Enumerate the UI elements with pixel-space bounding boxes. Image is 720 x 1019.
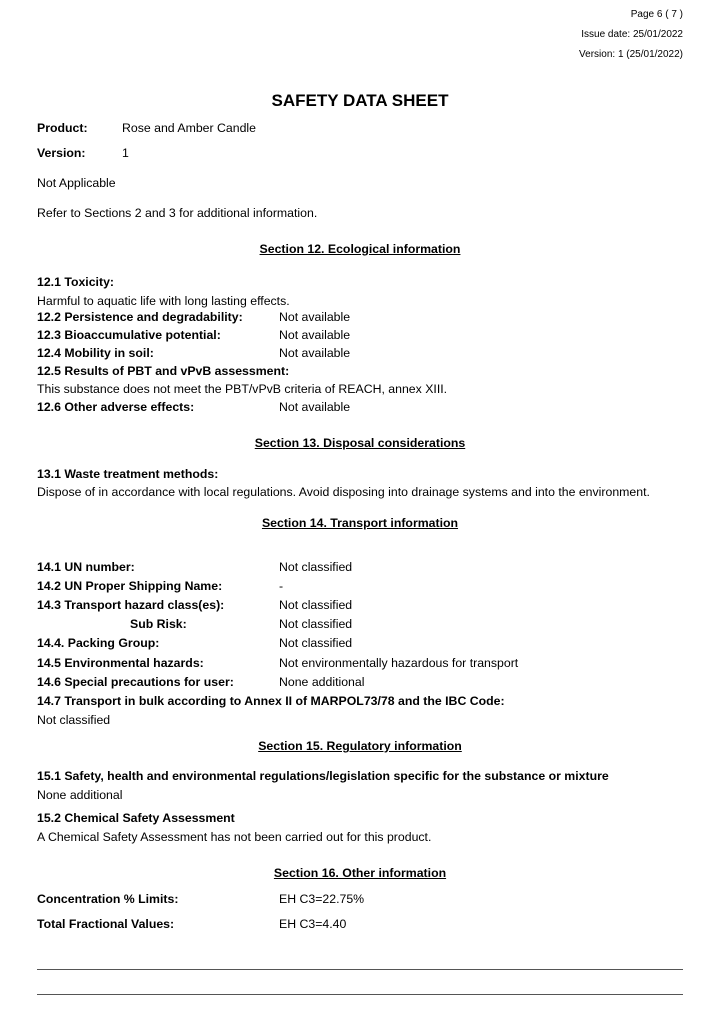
environmental-hazards-value: Not environmentally hazardous for transport xyxy=(279,656,519,670)
concentration-limits-label: Concentration % Limits: xyxy=(37,892,179,906)
pbt-label: 12.5 Results of PBT and vPvB assessment: xyxy=(37,364,290,378)
sub-risk-label: Sub Risk: xyxy=(130,617,187,631)
packing-group-value: Not classified xyxy=(279,636,353,650)
waste-text: Dispose of in accordance with local regulations. Avoid disposing into drainage systems and into the environment. xyxy=(37,485,650,499)
section-15-heading: Section 15. Regulatory information xyxy=(258,739,462,753)
bulk-transport-label: 14.7 Transport in bulk according to Annex II of MARPOL73/78 and the IBC Code: xyxy=(37,694,505,708)
document-title: SAFETY DATA SHEET xyxy=(271,91,449,110)
pbt-text: This substance does not meet the PBT/vPvB criteria of REACH, annex XIII. xyxy=(37,382,448,396)
csa-value: A Chemical Safety Assessment has not been carried out for this product. xyxy=(37,830,432,844)
not-applicable-text: Not Applicable xyxy=(37,176,116,190)
mobility-value: Not available xyxy=(279,346,351,360)
product-value: Rose and Amber Candle xyxy=(122,121,256,135)
product-label: Product: xyxy=(37,121,88,135)
section-13-heading: Section 13. Disposal considerations xyxy=(254,436,466,450)
other-effects-label: 12.6 Other adverse effects: xyxy=(37,400,195,414)
hazard-class-label: 14.3 Transport hazard class(es): xyxy=(37,598,225,612)
hazard-class-value: Not classified xyxy=(279,598,353,612)
refer-text: Refer to Sections 2 and 3 for additional information. xyxy=(37,206,318,220)
toxicity-text: Harmful to aquatic life with long lasting effects. xyxy=(37,294,290,308)
footer-divider-bottom xyxy=(37,994,683,995)
version-value: 1 xyxy=(122,146,129,160)
section-12-heading: Section 12. Ecological information xyxy=(259,242,461,256)
special-precautions-label: 14.6 Special precautions for user: xyxy=(37,675,234,689)
special-precautions-value: None additional xyxy=(279,675,365,689)
page-number: Page 6 ( 7 ) xyxy=(630,9,683,20)
issue-date: Issue date: 25/01/2022 xyxy=(581,29,683,40)
waste-label: 13.1 Waste treatment methods: xyxy=(37,467,219,481)
section-16-heading: Section 16. Other information xyxy=(273,866,447,880)
regulations-label: 15.1 Safety, health and environmental regulations/legislation specific for the substance or mixture xyxy=(37,769,609,783)
shipping-name-label: 14.2 UN Proper Shipping Name: xyxy=(37,579,223,593)
regulations-value: None additional xyxy=(37,788,123,802)
sub-risk-value: Not classified xyxy=(279,617,353,631)
un-number-label: 14.1 UN number: xyxy=(37,560,135,574)
section-14-heading: Section 14. Transport information xyxy=(261,516,459,530)
shipping-name-value: - xyxy=(279,579,284,593)
packing-group-label: 14.4. Packing Group: xyxy=(37,636,160,650)
csa-label: 15.2 Chemical Safety Assessment xyxy=(37,811,235,825)
bioaccumulative-label: 12.3 Bioaccumulative potential: xyxy=(37,328,221,342)
mobility-label: 12.4 Mobility in soil: xyxy=(37,346,154,360)
persistence-label: 12.2 Persistence and degradability: xyxy=(37,310,243,324)
toxicity-label: 12.1 Toxicity: xyxy=(37,275,114,289)
persistence-value: Not available xyxy=(279,310,351,324)
footer-divider-top xyxy=(37,969,683,970)
version-info: Version: 1 (25/01/2022) xyxy=(579,49,683,60)
total-fractional-value: EH C3=4.40 xyxy=(279,917,347,931)
version-label: Version: xyxy=(37,146,86,160)
other-effects-value: Not available xyxy=(279,400,351,414)
total-fractional-label: Total Fractional Values: xyxy=(37,917,175,931)
bioaccumulative-value: Not available xyxy=(279,328,351,342)
concentration-limits-value: EH C3=22.75% xyxy=(279,892,365,906)
environmental-hazards-label: 14.5 Environmental hazards: xyxy=(37,656,204,670)
bulk-transport-value: Not classified xyxy=(37,713,111,727)
un-number-value: Not classified xyxy=(279,560,353,574)
